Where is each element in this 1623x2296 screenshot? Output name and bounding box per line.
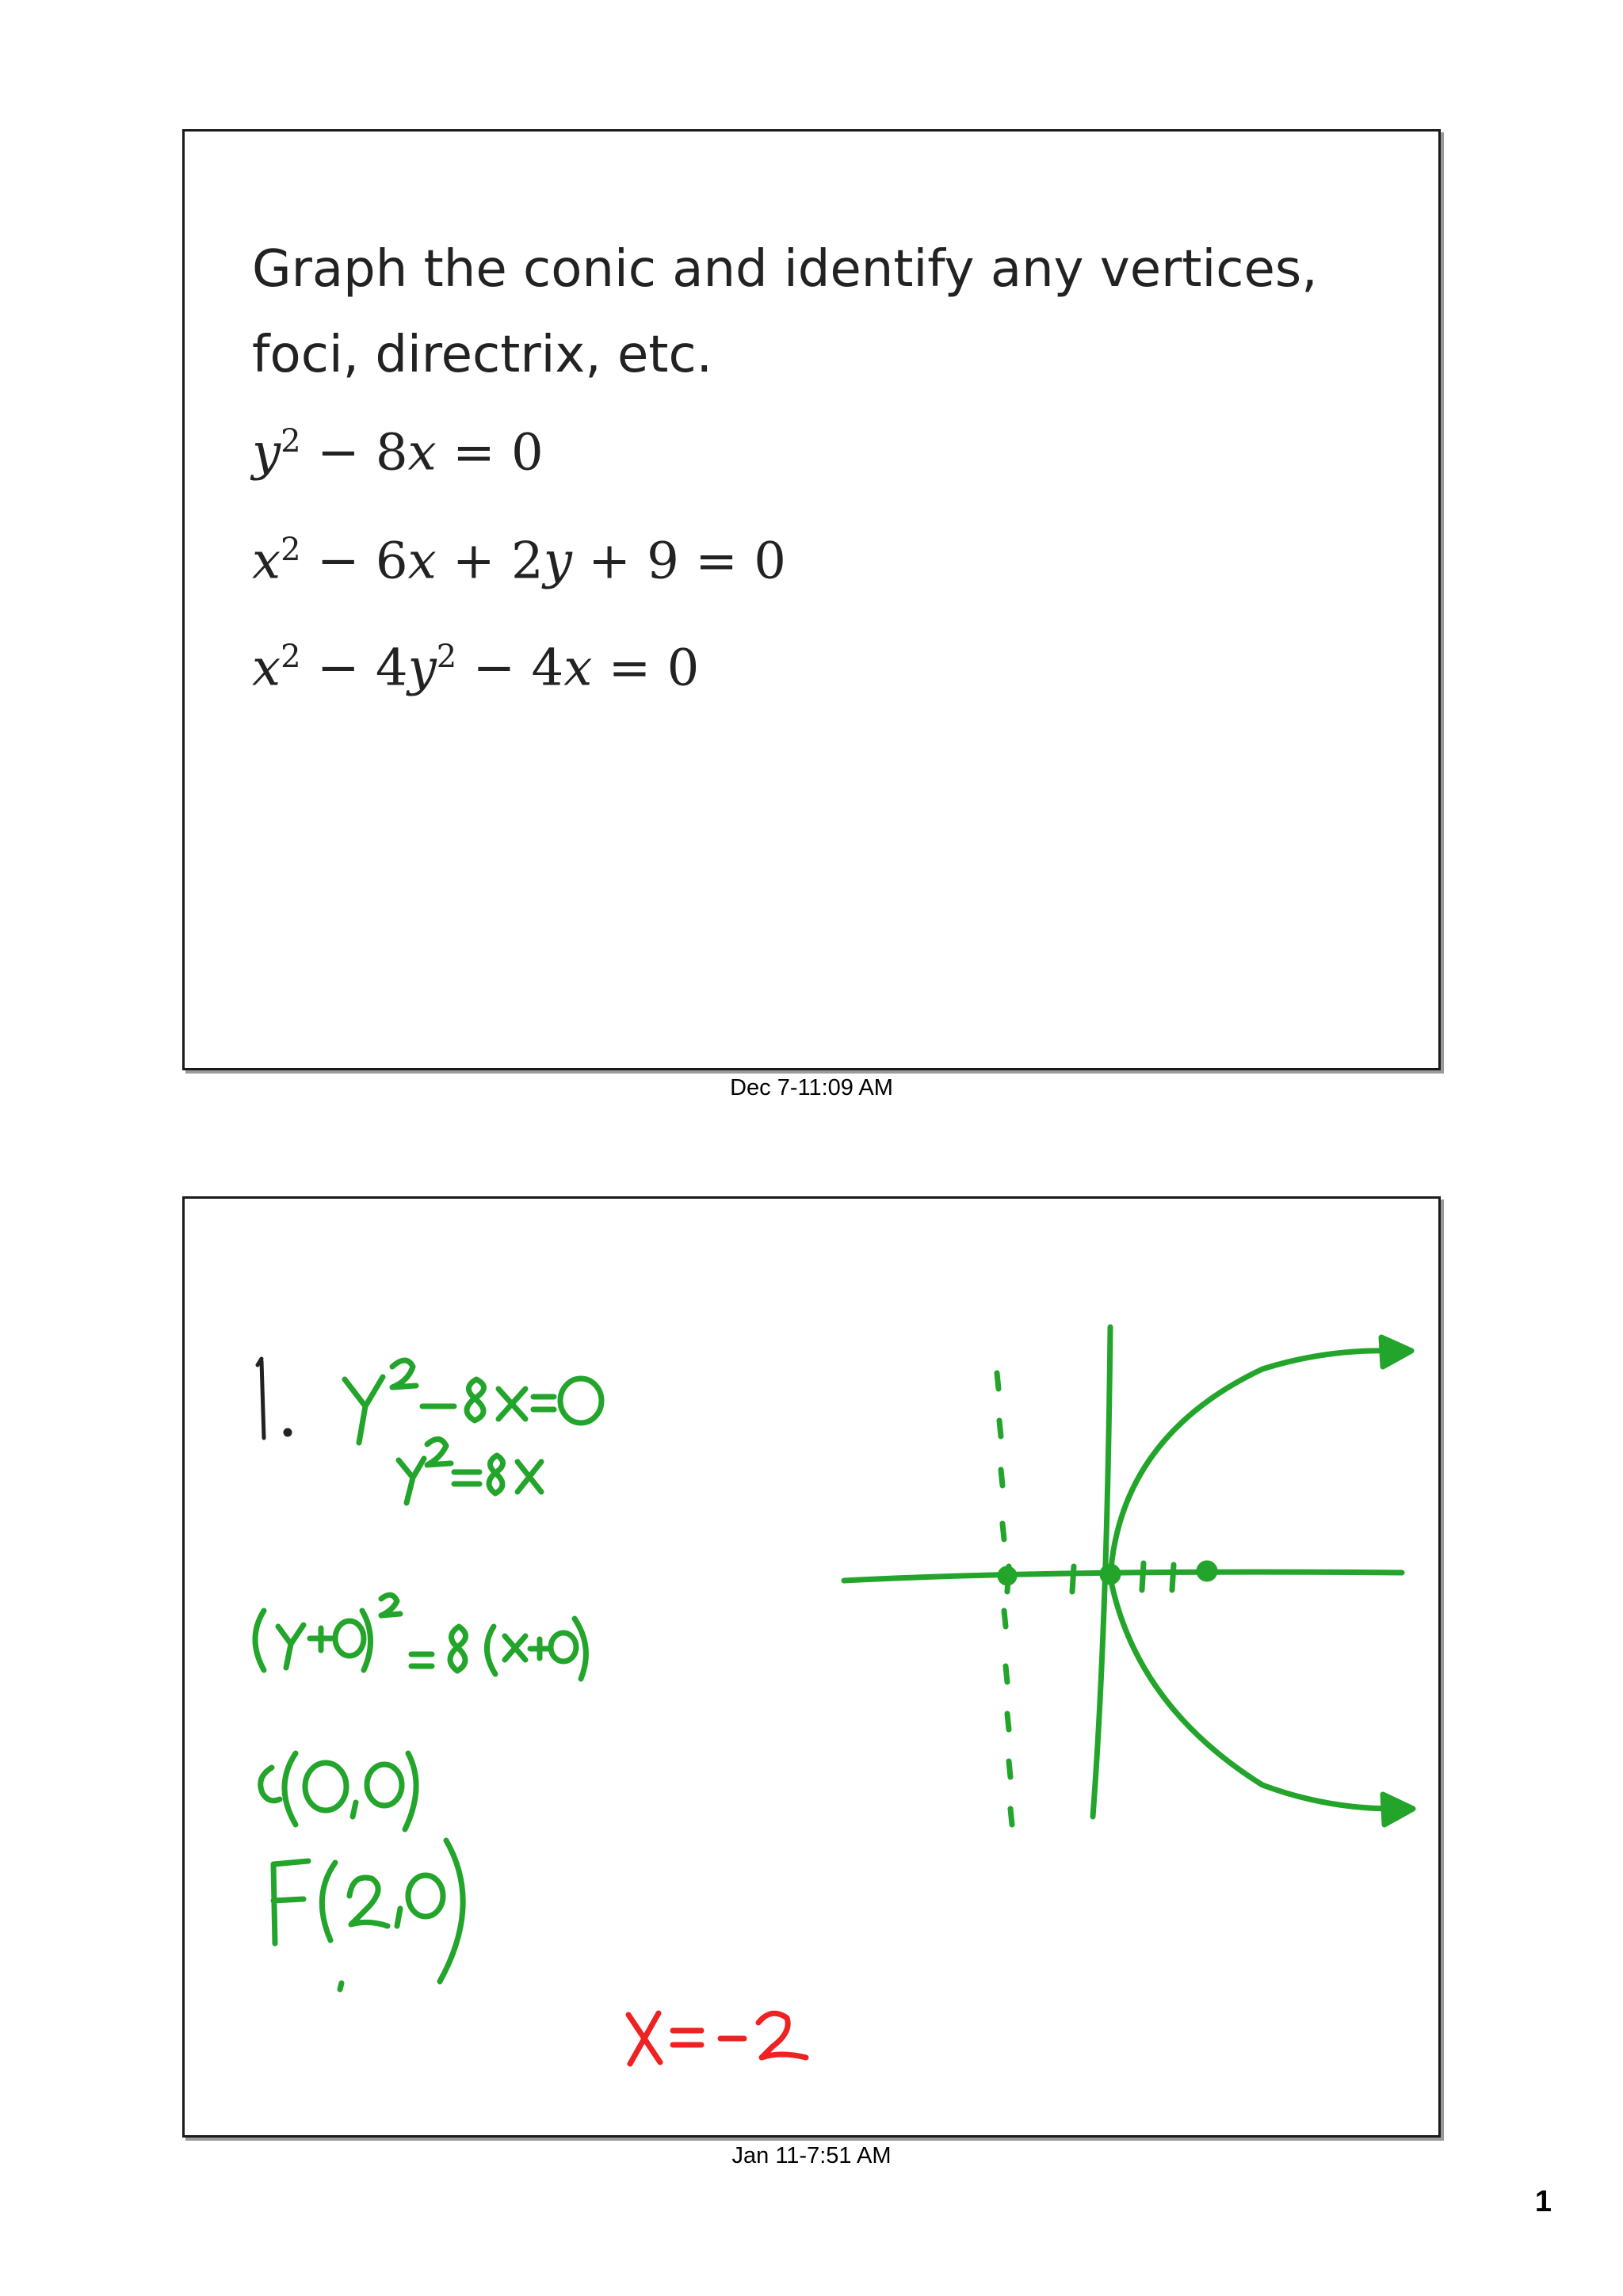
eq1-var-x: x [407,423,437,482]
directrix-ink [628,2013,806,2064]
eq2-var-y: y [543,532,572,591]
eq1-rhs: = 0 [436,423,544,482]
equation-2 [252,532,786,590]
eq3-var-y: y [407,639,437,698]
slide-1 [182,129,1441,1070]
eq2-exp: 2 [281,532,301,568]
eq1-part: − 8 [300,423,408,482]
eq1-exp: 2 [281,423,301,460]
eq3-exp2: 2 [436,639,457,675]
equation-3 [252,639,699,697]
eq3-part2: − 4 [456,639,564,698]
eq3-var-x: x [252,639,281,698]
slide-2-timestamp: Jan 11-7:51 AM [731,2143,892,2168]
eq2-part1: − 6 [300,532,408,591]
equation-1 [252,423,544,482]
page-number: 1 [1534,2185,1552,2218]
eq3-rhs: = 0 [592,639,700,698]
eq3-exp1: 2 [281,639,301,675]
prompt-text: Graph the conic and identify any vertices, foci, directrix, etc. [252,240,1318,384]
eq2-part2: + 2 [436,532,544,591]
eq2-var-x2: x [407,532,437,591]
green-ink [255,1327,1413,1989]
eq1-var-y: y [252,423,281,482]
slide-1-timestamp: Dec 7-11:09 AM [730,1075,893,1100]
eq3-var-x2: x [563,639,593,698]
eq2-var-x: x [252,532,281,591]
slide-2 [182,1196,1441,2138]
item-number-ink [258,1359,290,1438]
eq3-part1: − 4 [300,639,408,698]
handwritten-solution [185,1199,1438,2135]
eq2-rhs: + 9 = 0 [571,532,786,591]
